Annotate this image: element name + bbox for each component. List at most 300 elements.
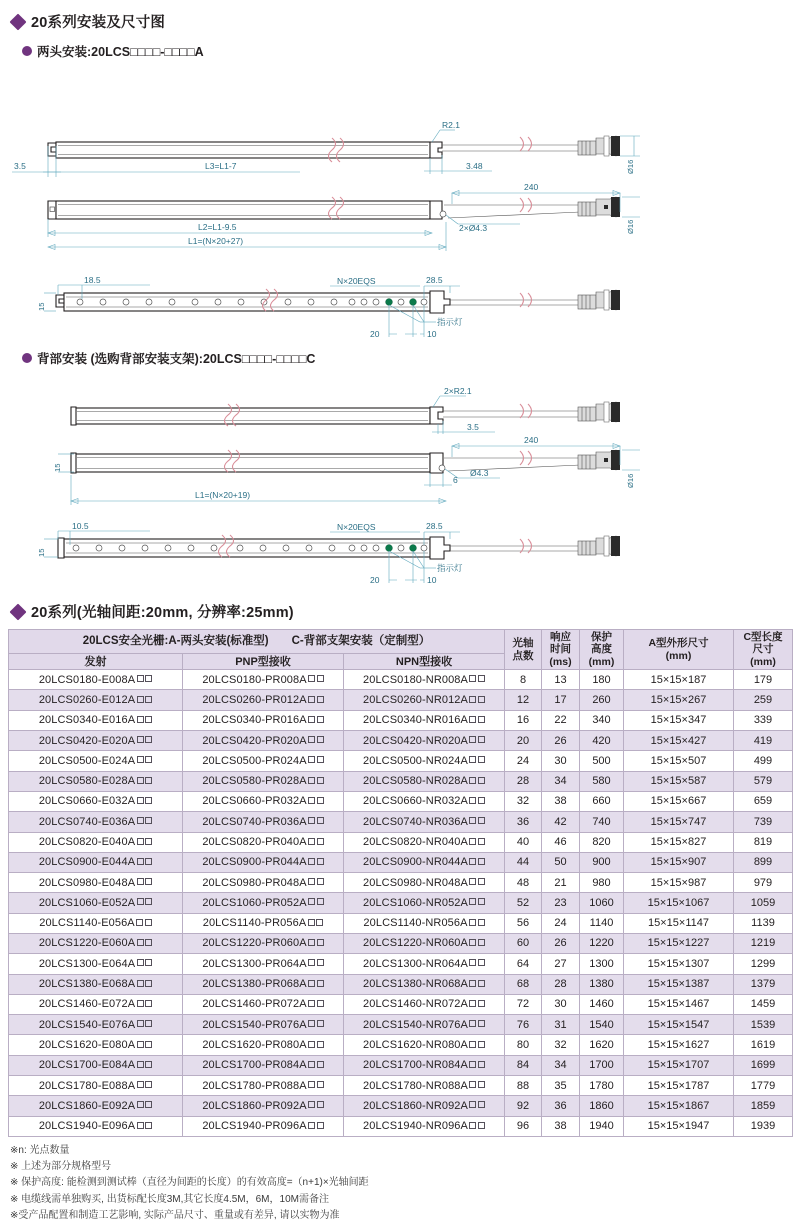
blank-box-icon xyxy=(469,797,476,804)
blank-box-icon xyxy=(308,1122,315,1129)
blank-box-icon xyxy=(317,878,324,885)
table-row xyxy=(9,832,793,852)
cell-points: 16 xyxy=(505,710,542,730)
blank-box-icon xyxy=(137,1101,144,1108)
drawing-rear-mount xyxy=(0,371,800,521)
section-title: 20系列安装及尺寸图 xyxy=(31,15,166,31)
cell-dim-a: 15×15×1307 xyxy=(624,954,734,974)
cell-height: 1780 xyxy=(580,1076,624,1096)
cell-points: 76 xyxy=(505,1015,542,1035)
blank-box-icon xyxy=(478,736,485,743)
cell-height: 180 xyxy=(580,670,624,690)
cell-pnp: 20LCS1700-PR084A xyxy=(183,1055,344,1075)
cell-dim-a: 15×15×907 xyxy=(624,852,734,872)
blank-box-icon xyxy=(478,696,485,703)
cell-npn: 20LCS0180-NR008A xyxy=(344,670,505,690)
cell-response: 24 xyxy=(542,913,580,933)
cell-response: 13 xyxy=(542,670,580,690)
cell-dim-a: 15×15×827 xyxy=(624,832,734,852)
drawing-rear-mount-front xyxy=(0,521,800,591)
blank-box-icon xyxy=(308,898,315,905)
blank-box-icon xyxy=(308,736,315,743)
cell-emitter: 20LCS1140-E056A xyxy=(9,913,183,933)
label-indicator-lamp: 指示灯 xyxy=(437,317,463,327)
cell-npn: 20LCS0420-NR020A xyxy=(344,731,505,751)
blank-box-icon xyxy=(478,1101,485,1108)
dim-240: 240 xyxy=(524,182,539,192)
blank-box-icon xyxy=(478,919,485,926)
cell-response: 35 xyxy=(542,1076,580,1096)
cell-len-c: 739 xyxy=(734,812,793,832)
cell-dim-a: 15×15×1387 xyxy=(624,974,734,994)
cell-pnp: 20LCS1140-PR056A xyxy=(183,913,344,933)
blank-box-icon xyxy=(308,939,315,946)
cell-points: 12 xyxy=(505,690,542,710)
cell-emitter: 20LCS1860-E092A xyxy=(9,1096,183,1116)
blank-box-icon xyxy=(145,1081,152,1088)
cell-dim-a: 15×15×987 xyxy=(624,873,734,893)
dim-d16-mid: Ø16 xyxy=(626,219,635,234)
table-row xyxy=(9,812,793,832)
blank-box-icon xyxy=(317,1061,324,1068)
cell-height: 500 xyxy=(580,751,624,771)
blank-box-icon xyxy=(308,777,315,784)
blank-box-icon xyxy=(478,858,485,865)
cell-dim-a: 15×15×1947 xyxy=(624,1116,734,1136)
cell-emitter: 20LCS1460-E072A xyxy=(9,994,183,1014)
cell-points: 80 xyxy=(505,1035,542,1055)
cell-emitter: 20LCS1220-E060A xyxy=(9,933,183,953)
blank-box-icon xyxy=(145,1122,152,1129)
dim-15-c2: 15 xyxy=(37,548,46,557)
header-height xyxy=(580,630,624,670)
cell-len-c: 1619 xyxy=(734,1035,793,1055)
cell-dim-a: 15×15×1867 xyxy=(624,1096,734,1116)
dim-15-c: 15 xyxy=(53,463,62,472)
blank-box-icon xyxy=(145,716,152,723)
note-line: ※受产品配置和制造工艺影响, 实际产品尺寸、重量或有差异, 请以实物为准 xyxy=(10,1209,340,1221)
cell-points: 68 xyxy=(505,974,542,994)
blank-box-icon xyxy=(145,919,152,926)
blank-box-icon xyxy=(478,838,485,845)
cell-len-c: 1059 xyxy=(734,893,793,913)
blank-box-icon xyxy=(145,1041,152,1048)
cell-points: 44 xyxy=(505,852,542,872)
cell-len-c: 819 xyxy=(734,832,793,852)
cell-points: 60 xyxy=(505,933,542,953)
cell-height: 1620 xyxy=(580,1035,624,1055)
header-len-c xyxy=(734,630,793,670)
diamond-bullet-icon xyxy=(10,13,27,30)
cell-response: 50 xyxy=(542,852,580,872)
cell-npn: 20LCS0980-NR048A xyxy=(344,873,505,893)
cell-emitter: 20LCS1620-E080A xyxy=(9,1035,183,1055)
blank-box-icon xyxy=(137,959,144,966)
blank-box-icon xyxy=(469,858,476,865)
blank-box-icon xyxy=(478,878,485,885)
blank-box-icon xyxy=(469,756,476,763)
blank-box-icon xyxy=(145,1061,152,1068)
cell-npn: 20LCS1940-NR096A xyxy=(344,1116,505,1136)
dim-l1-c: L1=(N×20+19) xyxy=(195,490,251,500)
note-line: ※ 保护高度: 能检测到测试棒（直径为间距的长度）的有效高度=（n+1)×光轴间距 xyxy=(10,1177,369,1189)
cell-npn: 20LCS1860-NR092A xyxy=(344,1096,505,1116)
blank-box-icon xyxy=(469,1061,476,1068)
cell-response: 46 xyxy=(542,832,580,852)
header-response-l3: (ms) xyxy=(549,655,572,668)
table-row xyxy=(9,954,793,974)
cell-len-c: 1539 xyxy=(734,1015,793,1035)
blank-box-icon xyxy=(469,959,476,966)
cell-len-c: 579 xyxy=(734,771,793,791)
header-dim-a-l1: A型外形尺寸 xyxy=(648,637,709,650)
blank-box-icon xyxy=(137,1041,144,1048)
cell-pnp: 20LCS0660-PR032A xyxy=(183,791,344,811)
cell-response: 38 xyxy=(542,791,580,811)
cell-pnp: 20LCS1060-PR052A xyxy=(183,893,344,913)
blank-box-icon xyxy=(478,1020,485,1027)
cell-npn: 20LCS1380-NR068A xyxy=(344,974,505,994)
dim-d16-top: Ø16 xyxy=(626,159,635,174)
dim-240-c: 240 xyxy=(524,435,539,445)
table-row xyxy=(9,1076,793,1096)
cell-points: 40 xyxy=(505,832,542,852)
cell-len-c: 1699 xyxy=(734,1055,793,1075)
blank-box-icon xyxy=(317,858,324,865)
header-height-l1: 保护 xyxy=(591,631,612,643)
subheading-rear-mount-label: 背部安装 (选购背部安装支架):20LCS□□□□-□□□□C xyxy=(37,352,316,366)
spec-table-wrap xyxy=(0,629,800,1137)
cell-pnp: 20LCS0900-PR044A xyxy=(183,852,344,872)
blank-box-icon xyxy=(137,898,144,905)
cell-emitter: 20LCS0900-E044A xyxy=(9,852,183,872)
cell-response: 42 xyxy=(542,812,580,832)
blank-box-icon xyxy=(469,1101,476,1108)
header-npn: NPN型接收 xyxy=(344,654,505,670)
table-row xyxy=(9,731,793,751)
blank-box-icon xyxy=(308,1041,315,1048)
cell-npn: 20LCS0820-NR040A xyxy=(344,832,505,852)
cell-npn: 20LCS1140-NR056A xyxy=(344,913,505,933)
blank-box-icon xyxy=(478,817,485,824)
cell-len-c: 1219 xyxy=(734,933,793,953)
blank-box-icon xyxy=(145,898,152,905)
connector-c-3 xyxy=(578,536,620,556)
view-side-top xyxy=(12,120,640,177)
view-c-top xyxy=(71,386,620,434)
indicator-led-2 xyxy=(410,299,417,306)
cell-pnp: 20LCS0740-PR036A xyxy=(183,812,344,832)
cell-points: 96 xyxy=(505,1116,542,1136)
blank-box-icon xyxy=(308,1081,315,1088)
blank-box-icon xyxy=(317,1081,324,1088)
cell-len-c: 1779 xyxy=(734,1076,793,1096)
blank-box-icon xyxy=(308,959,315,966)
cell-npn: 20LCS1700-NR084A xyxy=(344,1055,505,1075)
cell-points: 48 xyxy=(505,873,542,893)
dim-185: 18.5 xyxy=(84,277,101,285)
subheading-rear-mount xyxy=(0,349,800,367)
dim-2xr21: 2×R2.1 xyxy=(444,386,472,396)
cell-height: 660 xyxy=(580,791,624,811)
cell-npn: 20LCS0260-NR012A xyxy=(344,690,505,710)
blank-box-icon xyxy=(317,1020,324,1027)
cell-dim-a: 15×15×747 xyxy=(624,812,734,832)
blank-box-icon xyxy=(478,959,485,966)
blank-box-icon xyxy=(317,838,324,845)
blank-box-icon xyxy=(137,797,144,804)
blank-box-icon xyxy=(145,777,152,784)
blank-box-icon xyxy=(469,980,476,987)
cell-npn: 20LCS1780-NR088A xyxy=(344,1076,505,1096)
blank-box-icon xyxy=(478,1041,485,1048)
cell-emitter: 20LCS0260-E012A xyxy=(9,690,183,710)
cell-emitter: 20LCS0500-E024A xyxy=(9,751,183,771)
cell-pnp: 20LCS1220-PR060A xyxy=(183,933,344,953)
cell-len-c: 499 xyxy=(734,751,793,771)
blank-box-icon xyxy=(317,736,324,743)
cell-emitter: 20LCS0180-E008A xyxy=(9,670,183,690)
front-view-a xyxy=(37,277,620,339)
blank-box-icon xyxy=(317,1041,324,1048)
table-row xyxy=(9,933,793,953)
table-row xyxy=(9,873,793,893)
blank-box-icon xyxy=(308,1000,315,1007)
dim-l3: L3=L1-7 xyxy=(205,161,237,171)
cell-height: 1700 xyxy=(580,1055,624,1075)
cell-points: 32 xyxy=(505,791,542,811)
table-row xyxy=(9,852,793,872)
connector-m12-3 xyxy=(578,290,620,310)
cell-height: 1860 xyxy=(580,1096,624,1116)
blank-box-icon xyxy=(308,878,315,885)
drawing-end-mount-front xyxy=(0,277,800,343)
header-dim-a xyxy=(624,630,734,670)
blank-box-icon xyxy=(308,756,315,763)
blank-box-icon xyxy=(137,756,144,763)
cell-dim-a: 15×15×347 xyxy=(624,710,734,730)
blank-box-icon xyxy=(317,696,324,703)
blank-box-icon xyxy=(137,980,144,987)
blank-box-icon xyxy=(137,878,144,885)
cell-pnp: 20LCS0580-PR028A xyxy=(183,771,344,791)
dim-20: 20 xyxy=(370,329,380,339)
cell-pnp: 20LCS0340-PR016A xyxy=(183,710,344,730)
blank-box-icon xyxy=(145,1101,152,1108)
blank-box-icon xyxy=(137,675,144,682)
cell-points: 8 xyxy=(505,670,542,690)
cell-response: 23 xyxy=(542,893,580,913)
cell-len-c: 1379 xyxy=(734,974,793,994)
cell-points: 88 xyxy=(505,1076,542,1096)
blank-box-icon xyxy=(145,1020,152,1027)
blank-box-icon xyxy=(317,777,324,784)
cell-len-c: 1859 xyxy=(734,1096,793,1116)
cell-dim-a: 15×15×267 xyxy=(624,690,734,710)
cell-height: 1540 xyxy=(580,1015,624,1035)
cell-response: 22 xyxy=(542,710,580,730)
table-row xyxy=(9,1035,793,1055)
table-row xyxy=(9,1015,793,1035)
front-view-c xyxy=(37,521,620,585)
blank-box-icon xyxy=(137,777,144,784)
cell-emitter: 20LCS1540-E076A xyxy=(9,1015,183,1035)
cell-npn: 20LCS1540-NR076A xyxy=(344,1015,505,1035)
round-bullet-icon-2 xyxy=(22,353,32,363)
cell-emitter: 20LCS1300-E064A xyxy=(9,954,183,974)
blank-box-icon xyxy=(137,1000,144,1007)
cell-points: 64 xyxy=(505,954,542,974)
blank-box-icon xyxy=(469,1081,476,1088)
cell-emitter: 20LCS0580-E028A xyxy=(9,771,183,791)
header-height-l2: 高度 xyxy=(591,643,612,656)
diamond-bullet-icon-2 xyxy=(10,603,27,620)
table-row xyxy=(9,1116,793,1136)
header-points-l1: 光轴 xyxy=(512,637,534,650)
cell-height: 1380 xyxy=(580,974,624,994)
cell-len-c: 899 xyxy=(734,852,793,872)
cell-pnp: 20LCS0820-PR040A xyxy=(183,832,344,852)
cell-height: 580 xyxy=(580,771,624,791)
cell-pnp: 20LCS1300-PR064A xyxy=(183,954,344,974)
table-row xyxy=(9,751,793,771)
cell-emitter: 20LCS0340-E016A xyxy=(9,710,183,730)
cell-emitter: 20LCS0980-E048A xyxy=(9,873,183,893)
blank-box-icon xyxy=(317,898,324,905)
cell-npn: 20LCS1460-NR072A xyxy=(344,994,505,1014)
blank-box-icon xyxy=(137,817,144,824)
blank-box-icon xyxy=(478,980,485,987)
blank-box-icon xyxy=(317,675,324,682)
view-c-middle xyxy=(53,435,640,505)
subheading-end-mount xyxy=(0,42,800,60)
dim-10: 10 xyxy=(427,329,437,339)
cell-dim-a: 15×15×1707 xyxy=(624,1055,734,1075)
blank-box-icon xyxy=(136,919,143,926)
header-response-l1: 响应 xyxy=(550,631,571,643)
cell-response: 34 xyxy=(542,771,580,791)
blank-box-icon xyxy=(317,756,324,763)
cell-points: 72 xyxy=(505,994,542,1014)
blank-box-icon xyxy=(145,797,152,804)
cell-pnp: 20LCS1540-PR076A xyxy=(183,1015,344,1035)
blank-box-icon xyxy=(478,675,485,682)
dim-348: 3.48 xyxy=(466,161,483,171)
blank-box-icon xyxy=(317,939,324,946)
dim-d16-c: Ø16 xyxy=(626,473,635,488)
blank-box-icon xyxy=(478,898,485,905)
cell-dim-a: 15×15×507 xyxy=(624,751,734,771)
table-row xyxy=(9,913,793,933)
cell-points: 20 xyxy=(505,731,542,751)
cell-pnp: 20LCS1860-PR092A xyxy=(183,1096,344,1116)
cell-dim-a: 15×15×587 xyxy=(624,771,734,791)
cell-pnp: 20LCS1460-PR072A xyxy=(183,994,344,1014)
cell-dim-a: 15×15×427 xyxy=(624,731,734,751)
table-row xyxy=(9,994,793,1014)
blank-box-icon xyxy=(469,878,476,885)
table-row xyxy=(9,690,793,710)
cell-pnp: 20LCS1780-PR088A xyxy=(183,1076,344,1096)
indicator-led-c1 xyxy=(386,545,393,552)
table-row xyxy=(9,710,793,730)
cell-len-c: 1299 xyxy=(734,954,793,974)
cell-response: 30 xyxy=(542,751,580,771)
blank-box-icon xyxy=(145,838,152,845)
cell-dim-a: 15×15×1227 xyxy=(624,933,734,953)
cell-len-c: 259 xyxy=(734,690,793,710)
cell-height: 340 xyxy=(580,710,624,730)
blank-box-icon xyxy=(145,756,152,763)
dim-l2: L2=L1-9.5 xyxy=(198,222,237,232)
dim-eqs: N×20EQS xyxy=(337,277,376,286)
blank-box-icon xyxy=(478,939,485,946)
cell-response: 31 xyxy=(542,1015,580,1035)
blank-box-icon xyxy=(478,1081,485,1088)
connector-m12 xyxy=(578,136,620,156)
cell-height: 420 xyxy=(580,731,624,751)
blank-box-icon xyxy=(145,959,152,966)
subheading-end-mount-label: 两头安装:20LCS□□□□-□□□□A xyxy=(37,45,204,59)
cell-npn: 20LCS0660-NR032A xyxy=(344,791,505,811)
header-len-c-l2: 尺寸 xyxy=(752,643,774,656)
blank-box-icon xyxy=(478,1000,485,1007)
dim-285: 28.5 xyxy=(426,277,443,285)
cell-pnp: 20LCS0260-PR012A xyxy=(183,690,344,710)
dim-35-left: 3.5 xyxy=(14,161,26,171)
cell-response: 28 xyxy=(542,974,580,994)
blank-box-icon xyxy=(137,1061,144,1068)
blank-box-icon xyxy=(137,716,144,723)
table-row xyxy=(9,974,793,994)
dim-r21: R2.1 xyxy=(442,120,460,130)
blank-box-icon xyxy=(469,898,476,905)
cell-len-c: 1139 xyxy=(734,913,793,933)
blank-box-icon xyxy=(137,858,144,865)
cell-response: 30 xyxy=(542,994,580,1014)
blank-box-icon xyxy=(308,838,315,845)
blank-box-icon xyxy=(137,1020,144,1027)
cell-response: 21 xyxy=(542,873,580,893)
blank-box-icon xyxy=(317,1101,324,1108)
cell-emitter: 20LCS0660-E032A xyxy=(9,791,183,811)
dim-6-c: 6 xyxy=(453,475,458,485)
cell-npn: 20LCS0500-NR024A xyxy=(344,751,505,771)
blank-box-icon xyxy=(308,675,315,682)
cell-dim-a: 15×15×1067 xyxy=(624,893,734,913)
blank-box-icon xyxy=(469,939,476,946)
blank-box-icon xyxy=(308,1101,315,1108)
table-row xyxy=(9,771,793,791)
blank-box-icon xyxy=(137,696,144,703)
header-response-l2: 时间 xyxy=(550,643,571,656)
cell-pnp: 20LCS1380-PR068A xyxy=(183,974,344,994)
cell-response: 26 xyxy=(542,731,580,751)
header-points xyxy=(505,630,542,670)
cell-emitter: 20LCS1780-E088A xyxy=(9,1076,183,1096)
table-row xyxy=(9,1055,793,1075)
cell-npn: 20LCS0580-NR028A xyxy=(344,771,505,791)
cell-response: 32 xyxy=(542,1035,580,1055)
cell-dim-a: 15×15×1147 xyxy=(624,913,734,933)
cell-npn: 20LCS0740-NR036A xyxy=(344,812,505,832)
header-emitter: 发射 xyxy=(9,654,183,670)
dim-d43-c: Ø4.3 xyxy=(470,468,489,478)
blank-box-icon xyxy=(478,716,485,723)
table-row xyxy=(9,670,793,690)
cell-len-c: 1459 xyxy=(734,994,793,1014)
blank-box-icon xyxy=(469,817,476,824)
